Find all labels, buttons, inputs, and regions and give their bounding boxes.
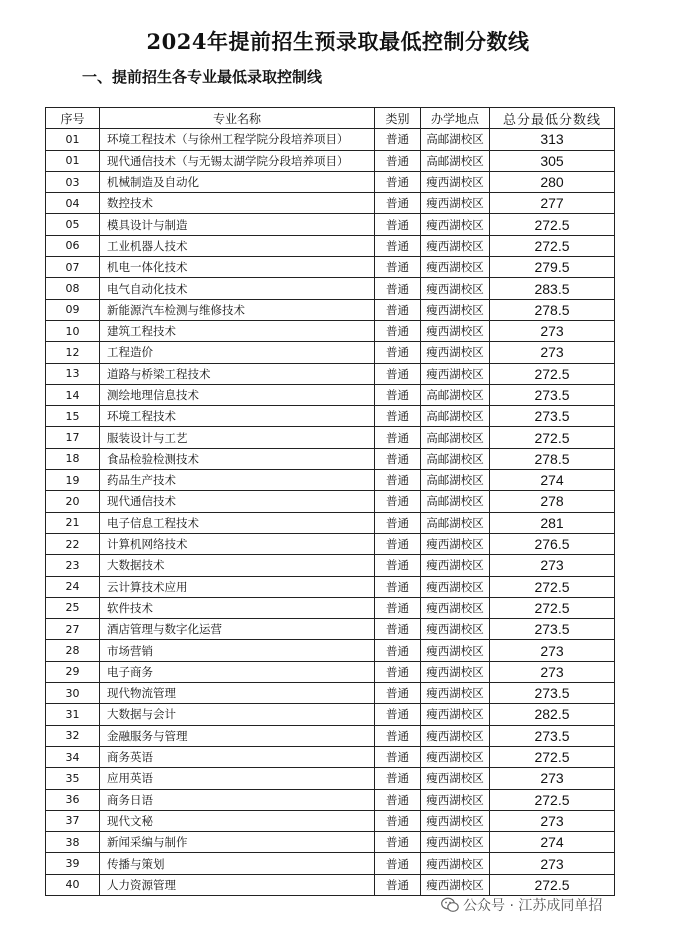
table-row <box>46 746 615 767</box>
cell-index: 35 <box>46 768 100 789</box>
cell-min-score: 281 <box>490 512 615 533</box>
cell-index: 12 <box>46 342 100 363</box>
cell-min-score: 272.5 <box>490 874 615 895</box>
score-table <box>45 107 615 896</box>
cell-type: 普通 <box>375 363 421 384</box>
cell-min-score: 273.5 <box>490 725 615 746</box>
table-row <box>46 619 615 640</box>
cell-min-score: 272.5 <box>490 363 615 384</box>
cell-major: 食品检验检测技术 <box>100 448 375 469</box>
cell-index: 19 <box>46 470 100 491</box>
cell-type: 普通 <box>375 193 421 214</box>
cell-campus: 瘦西湖校区 <box>421 363 490 384</box>
cell-type: 普通 <box>375 768 421 789</box>
cell-campus: 瘦西湖校区 <box>421 789 490 810</box>
cell-index: 32 <box>46 725 100 746</box>
cell-campus: 瘦西湖校区 <box>421 597 490 618</box>
table-row <box>46 853 615 874</box>
cell-campus: 瘦西湖校区 <box>421 874 490 895</box>
table-row <box>46 597 615 618</box>
cell-campus: 瘦西湖校区 <box>421 619 490 640</box>
cell-major: 新能源汽车检测与维修技术 <box>100 299 375 320</box>
cell-campus: 瘦西湖校区 <box>421 853 490 874</box>
cell-type: 普通 <box>375 725 421 746</box>
cell-major: 模具设计与制造 <box>100 214 375 235</box>
cell-index: 24 <box>46 576 100 597</box>
cell-campus: 高邮湖校区 <box>421 448 490 469</box>
cell-type: 普通 <box>375 342 421 363</box>
cell-min-score: 278.5 <box>490 448 615 469</box>
cell-type: 普通 <box>375 832 421 853</box>
cell-type: 普通 <box>375 320 421 341</box>
cell-type: 普通 <box>375 235 421 256</box>
cell-campus: 瘦西湖校区 <box>421 810 490 831</box>
cell-major: 电气自动化技术 <box>100 278 375 299</box>
cell-min-score: 278.5 <box>490 299 615 320</box>
cell-type: 普通 <box>375 555 421 576</box>
cell-major: 商务日语 <box>100 789 375 810</box>
header-major: 专业名称 <box>100 108 375 129</box>
cell-min-score: 273 <box>490 853 615 874</box>
cell-major: 现代通信技术 <box>100 491 375 512</box>
cell-index: 01 <box>46 150 100 171</box>
cell-major: 服装设计与工艺 <box>100 427 375 448</box>
cell-type: 普通 <box>375 150 421 171</box>
cell-min-score: 273 <box>490 342 615 363</box>
cell-major: 环境工程技术（与徐州工程学院分段培养项目） <box>100 129 375 150</box>
cell-campus: 高邮湖校区 <box>421 384 490 405</box>
cell-min-score: 305 <box>490 150 615 171</box>
cell-major: 应用英语 <box>100 768 375 789</box>
cell-index: 23 <box>46 555 100 576</box>
cell-index: 15 <box>46 406 100 427</box>
cell-major: 工业机器人技术 <box>100 235 375 256</box>
cell-campus: 高邮湖校区 <box>421 129 490 150</box>
cell-type: 普通 <box>375 278 421 299</box>
table-row <box>46 278 615 299</box>
cell-campus: 高邮湖校区 <box>421 470 490 491</box>
cell-major: 现代通信技术（与无锡太湖学院分段培养项目） <box>100 150 375 171</box>
cell-min-score: 273 <box>490 810 615 831</box>
cell-type: 普通 <box>375 512 421 533</box>
cell-type: 普通 <box>375 470 421 491</box>
table-row <box>46 725 615 746</box>
table-row <box>46 491 615 512</box>
watermark-text: 公众号 · 江苏成同单招 <box>463 898 603 914</box>
cell-major: 软件技术 <box>100 597 375 618</box>
cell-index: 01 <box>46 129 100 150</box>
cell-campus: 瘦西湖校区 <box>421 320 490 341</box>
cell-min-score: 273 <box>490 555 615 576</box>
cell-index: 06 <box>46 235 100 256</box>
cell-campus: 高邮湖校区 <box>421 427 490 448</box>
table-row <box>46 576 615 597</box>
cell-index: 03 <box>46 171 100 192</box>
cell-campus: 瘦西湖校区 <box>421 235 490 256</box>
cell-index: 21 <box>46 512 100 533</box>
table-row <box>46 257 615 278</box>
table-row <box>46 640 615 661</box>
cell-campus: 瘦西湖校区 <box>421 171 490 192</box>
cell-type: 普通 <box>375 597 421 618</box>
cell-index: 31 <box>46 704 100 725</box>
cell-min-score: 278 <box>490 491 615 512</box>
cell-major: 新闻采编与制作 <box>100 832 375 853</box>
cell-min-score: 282.5 <box>490 704 615 725</box>
cell-type: 普通 <box>375 640 421 661</box>
cell-major: 酒店管理与数字化运营 <box>100 619 375 640</box>
table-row <box>46 171 615 192</box>
table-row <box>46 661 615 682</box>
cell-index: 34 <box>46 746 100 767</box>
cell-campus: 瘦西湖校区 <box>421 725 490 746</box>
wechat-icon <box>441 897 459 913</box>
cell-major: 药品生产技术 <box>100 470 375 491</box>
cell-index: 40 <box>46 874 100 895</box>
table-row <box>46 768 615 789</box>
table-row <box>46 810 615 831</box>
cell-min-score: 272.5 <box>490 576 615 597</box>
cell-type: 普通 <box>375 661 421 682</box>
table-row <box>46 214 615 235</box>
cell-campus: 瘦西湖校区 <box>421 768 490 789</box>
cell-type: 普通 <box>375 299 421 320</box>
cell-type: 普通 <box>375 129 421 150</box>
cell-major: 大数据与会计 <box>100 704 375 725</box>
cell-min-score: 272.5 <box>490 746 615 767</box>
cell-min-score: 274 <box>490 470 615 491</box>
cell-type: 普通 <box>375 491 421 512</box>
cell-type: 普通 <box>375 704 421 725</box>
cell-type: 普通 <box>375 214 421 235</box>
cell-campus: 高邮湖校区 <box>421 406 490 427</box>
table-row <box>46 363 615 384</box>
watermark <box>441 895 602 915</box>
cell-type: 普通 <box>375 171 421 192</box>
cell-index: 10 <box>46 320 100 341</box>
cell-min-score: 280 <box>490 171 615 192</box>
header-type: 类别 <box>375 108 421 129</box>
cell-major: 工程造价 <box>100 342 375 363</box>
section-heading: 一、提前招生各专业最低录取控制线 <box>82 68 323 86</box>
table-row <box>46 299 615 320</box>
cell-campus: 瘦西湖校区 <box>421 193 490 214</box>
cell-min-score: 272.5 <box>490 597 615 618</box>
cell-major: 机电一体化技术 <box>100 257 375 278</box>
cell-major: 测绘地理信息技术 <box>100 384 375 405</box>
cell-min-score: 272.5 <box>490 427 615 448</box>
cell-min-score: 273.5 <box>490 683 615 704</box>
cell-type: 普通 <box>375 789 421 810</box>
table-row <box>46 384 615 405</box>
header-index: 序号 <box>46 108 100 129</box>
cell-min-score: 273 <box>490 661 615 682</box>
cell-index: 14 <box>46 384 100 405</box>
table-row <box>46 150 615 171</box>
header-campus: 办学地点 <box>421 108 490 129</box>
cell-type: 普通 <box>375 427 421 448</box>
cell-min-score: 273.5 <box>490 384 615 405</box>
cell-campus: 高邮湖校区 <box>421 512 490 533</box>
cell-min-score: 313 <box>490 129 615 150</box>
cell-campus: 瘦西湖校区 <box>421 746 490 767</box>
cell-campus: 瘦西湖校区 <box>421 661 490 682</box>
cell-index: 20 <box>46 491 100 512</box>
cell-type: 普通 <box>375 683 421 704</box>
table-row <box>46 874 615 895</box>
cell-type: 普通 <box>375 853 421 874</box>
table-row <box>46 193 615 214</box>
cell-major: 建筑工程技术 <box>100 320 375 341</box>
cell-major: 现代物流管理 <box>100 683 375 704</box>
cell-min-score: 277 <box>490 193 615 214</box>
header-min-score: 总分最低分数线 <box>490 108 615 129</box>
cell-min-score: 272.5 <box>490 789 615 810</box>
cell-index: 17 <box>46 427 100 448</box>
cell-campus: 瘦西湖校区 <box>421 704 490 725</box>
cell-index: 22 <box>46 533 100 554</box>
cell-index: 29 <box>46 661 100 682</box>
table-row <box>46 704 615 725</box>
cell-index: 25 <box>46 597 100 618</box>
cell-major: 传播与策划 <box>100 853 375 874</box>
table-row <box>46 533 615 554</box>
table-header-row <box>46 108 615 129</box>
cell-index: 07 <box>46 257 100 278</box>
cell-min-score: 274 <box>490 832 615 853</box>
cell-min-score: 283.5 <box>490 278 615 299</box>
table-row <box>46 832 615 853</box>
cell-type: 普通 <box>375 257 421 278</box>
cell-index: 05 <box>46 214 100 235</box>
table-row <box>46 512 615 533</box>
cell-campus: 瘦西湖校区 <box>421 299 490 320</box>
cell-min-score: 273.5 <box>490 619 615 640</box>
cell-index: 08 <box>46 278 100 299</box>
cell-type: 普通 <box>375 874 421 895</box>
cell-campus: 高邮湖校区 <box>421 491 490 512</box>
cell-min-score: 279.5 <box>490 257 615 278</box>
cell-min-score: 273.5 <box>490 406 615 427</box>
cell-campus: 瘦西湖校区 <box>421 576 490 597</box>
table-row <box>46 427 615 448</box>
cell-major: 云计算技术应用 <box>100 576 375 597</box>
table-row <box>46 235 615 256</box>
cell-index: 27 <box>46 619 100 640</box>
cell-min-score: 276.5 <box>490 533 615 554</box>
cell-min-score: 273 <box>490 768 615 789</box>
table-row <box>46 129 615 150</box>
cell-type: 普通 <box>375 810 421 831</box>
cell-major: 市场营销 <box>100 640 375 661</box>
cell-index: 09 <box>46 299 100 320</box>
cell-index: 13 <box>46 363 100 384</box>
cell-type: 普通 <box>375 533 421 554</box>
table-row <box>46 342 615 363</box>
cell-index: 36 <box>46 789 100 810</box>
cell-campus: 瘦西湖校区 <box>421 832 490 853</box>
cell-major: 数控技术 <box>100 193 375 214</box>
cell-campus: 瘦西湖校区 <box>421 342 490 363</box>
cell-campus: 瘦西湖校区 <box>421 555 490 576</box>
cell-index: 39 <box>46 853 100 874</box>
cell-campus: 瘦西湖校区 <box>421 214 490 235</box>
cell-major: 道路与桥梁工程技术 <box>100 363 375 384</box>
cell-type: 普通 <box>375 619 421 640</box>
cell-min-score: 272.5 <box>490 214 615 235</box>
cell-campus: 瘦西湖校区 <box>421 683 490 704</box>
page-title: 2024年提前招生预录取最低控制分数线 <box>146 29 530 54</box>
cell-type: 普通 <box>375 448 421 469</box>
cell-type: 普通 <box>375 746 421 767</box>
cell-major: 电子信息工程技术 <box>100 512 375 533</box>
cell-campus: 瘦西湖校区 <box>421 533 490 554</box>
cell-index: 18 <box>46 448 100 469</box>
cell-campus: 瘦西湖校区 <box>421 257 490 278</box>
table-row <box>46 789 615 810</box>
cell-min-score: 273 <box>490 640 615 661</box>
cell-index: 04 <box>46 193 100 214</box>
cell-major: 人力资源管理 <box>100 874 375 895</box>
cell-major: 商务英语 <box>100 746 375 767</box>
table-row <box>46 683 615 704</box>
table-row <box>46 320 615 341</box>
cell-campus: 高邮湖校区 <box>421 150 490 171</box>
table-row <box>46 555 615 576</box>
cell-index: 37 <box>46 810 100 831</box>
cell-major: 金融服务与管理 <box>100 725 375 746</box>
cell-index: 28 <box>46 640 100 661</box>
cell-major: 环境工程技术 <box>100 406 375 427</box>
cell-type: 普通 <box>375 406 421 427</box>
cell-major: 计算机网络技术 <box>100 533 375 554</box>
cell-major: 大数据技术 <box>100 555 375 576</box>
cell-major: 电子商务 <box>100 661 375 682</box>
cell-type: 普通 <box>375 576 421 597</box>
cell-min-score: 273 <box>490 320 615 341</box>
cell-major: 机械制造及自动化 <box>100 171 375 192</box>
cell-min-score: 272.5 <box>490 235 615 256</box>
cell-index: 30 <box>46 683 100 704</box>
table-row <box>46 406 615 427</box>
table-row <box>46 448 615 469</box>
cell-campus: 瘦西湖校区 <box>421 278 490 299</box>
cell-type: 普通 <box>375 384 421 405</box>
cell-campus: 瘦西湖校区 <box>421 640 490 661</box>
table-body <box>46 129 615 896</box>
table-row <box>46 470 615 491</box>
cell-major: 现代文秘 <box>100 810 375 831</box>
cell-index: 38 <box>46 832 100 853</box>
